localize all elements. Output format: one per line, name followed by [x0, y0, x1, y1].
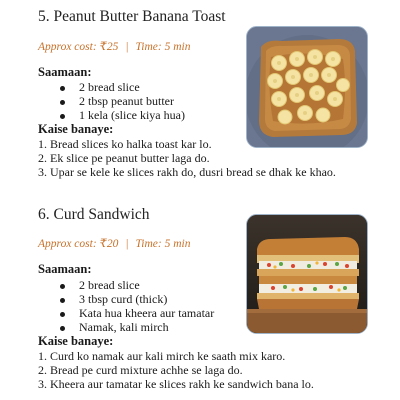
bullet-icon: [60, 100, 65, 105]
list-item: Kata hua kheera aur tamatar: [60, 306, 214, 321]
step-item: 3. Upar se kele ke slices rakh do, dusri bread se dhak ke khao.: [38, 165, 336, 179]
list-item: 3 tbsp curd (thick): [60, 292, 167, 307]
steps-heading: Kaise banaye:: [38, 334, 114, 348]
list-item: 2 bread slice: [60, 80, 140, 95]
bullet-icon: [60, 284, 65, 289]
bullet-icon: [60, 326, 65, 331]
bullet-icon: [60, 298, 65, 303]
ingredients-heading: Saamaan:: [38, 262, 92, 276]
cost-label: Approx cost: ₹20: [38, 238, 119, 250]
bullet-icon: [60, 312, 65, 317]
cost-label: Approx cost: ₹25: [38, 41, 119, 53]
step-item: 2. Bread pe curd mixture achhe se laga do.: [38, 363, 243, 377]
bullet-icon: [60, 114, 65, 119]
steps-heading: Kaise banaye:: [38, 122, 114, 136]
recipe-photo-peanut-butter-toast: [246, 26, 368, 148]
recipe-photo-curd-sandwich: [246, 214, 368, 334]
ingredients-heading: Saamaan:: [38, 65, 92, 79]
bullet-icon: [60, 86, 65, 91]
list-item: Namak, kali mirch: [60, 320, 169, 335]
step-item: 2. Ek slice pe peanut butter laga do.: [38, 151, 210, 165]
time-label: Time: 5 min: [135, 238, 191, 250]
time-label: Time: 5 min: [135, 41, 191, 53]
list-item: 1 kela (slice kiya hua): [60, 108, 185, 123]
list-item: 2 bread slice: [60, 278, 140, 293]
recipe-meta: Approx cost: ₹25 | Time: 5 min: [38, 41, 191, 53]
step-item: 1. Curd ko namak aur kali mirch ke saath mix karo.: [38, 349, 286, 363]
step-item: 1. Bread slices ko halka toast kar lo.: [38, 137, 212, 151]
recipe-title: 6. Curd Sandwich: [38, 206, 150, 223]
step-item: 3. Kheera aur tamatar ke slices rakh ke sandwich bana lo.: [38, 377, 314, 391]
recipe-title: 5. Peanut Butter Banana Toast: [38, 8, 226, 25]
recipe-meta: Approx cost: ₹20 | Time: 5 min: [38, 238, 191, 250]
list-item: 2 tbsp peanut butter: [60, 94, 174, 109]
